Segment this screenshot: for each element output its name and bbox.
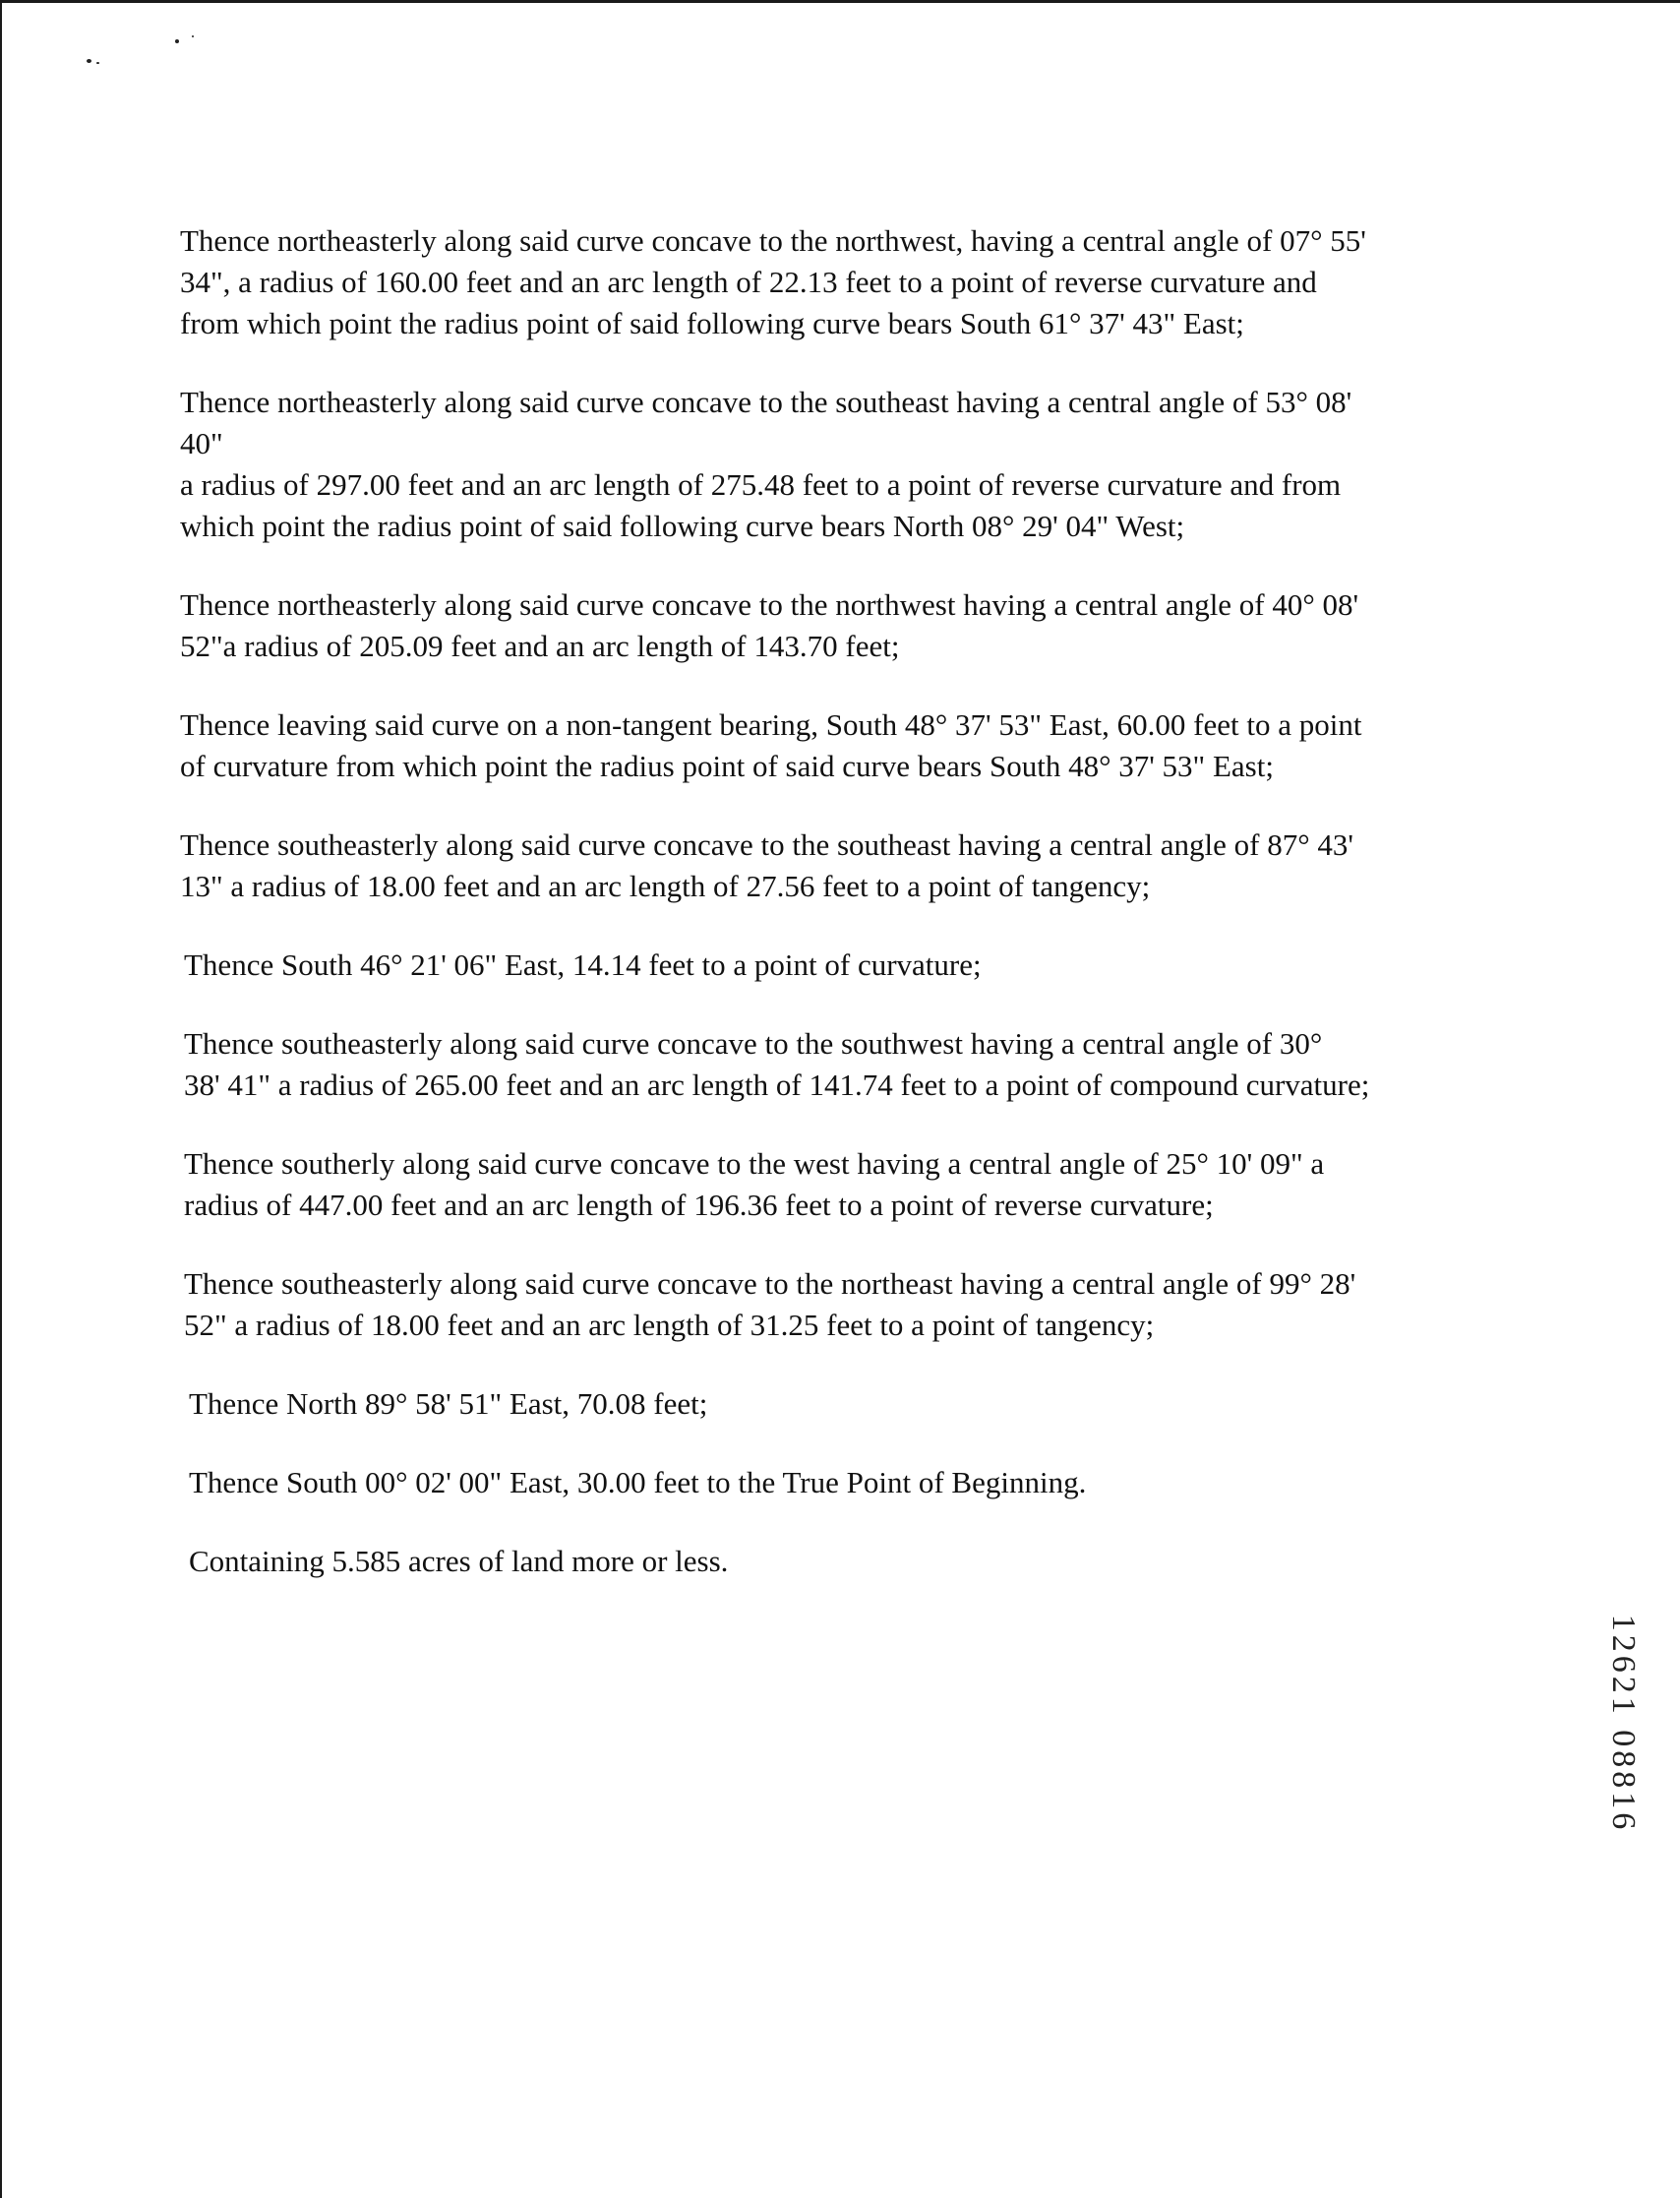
text-line: Thence northeasterly along said curve concave to the northwest having a central angle of 40° 08' xyxy=(180,587,1359,622)
text-line: Thence leaving said curve on a non-tangent bearing, South 48° 37' 53" East, 60.00 feet to a point xyxy=(180,707,1362,742)
paragraph-8 xyxy=(180,1143,1469,1226)
text-line: 40" xyxy=(180,426,223,460)
paragraph-3 xyxy=(180,584,1469,667)
text-line: Thence northeasterly along said curve concave to the southeast having a central angle of 53° 08' xyxy=(180,385,1352,419)
scan-speck xyxy=(87,59,91,63)
text-line: Containing 5.585 acres of land more or less. xyxy=(189,1544,729,1578)
paragraph-6 xyxy=(180,945,1469,986)
text-line: radius of 447.00 feet and an arc length of 196.36 feet to a point of reverse curvature; xyxy=(184,1188,1214,1222)
text-line: from which point the radius point of said following curve bears South 61° 37' 43" East; xyxy=(180,306,1244,340)
legal-description-body xyxy=(180,220,1469,1619)
side-document-number-stamp xyxy=(1593,1586,1652,1862)
paragraph-10 xyxy=(180,1383,1469,1425)
text-line: Thence southerly along said curve concave to the west having a central angle of 25° 10' 09" a xyxy=(184,1146,1325,1181)
paragraph-5 xyxy=(180,824,1469,907)
text-line: Thence southeasterly along said curve concave to the northeast having a central angle of 99° 28' xyxy=(184,1266,1356,1301)
text-line: Thence southeasterly along said curve concave to the southeast having a central angle of 87° 43' xyxy=(180,827,1353,862)
page-top-edge xyxy=(0,0,1680,3)
paragraph-1 xyxy=(180,220,1469,344)
text-line: a radius of 297.00 feet and an arc length of 275.48 feet to a point of reverse curvature and from xyxy=(180,467,1342,502)
paragraph-7 xyxy=(180,1023,1469,1106)
scan-speck xyxy=(96,62,99,64)
page-left-edge xyxy=(0,0,2,2198)
text-line: of curvature from which point the radius point of said curve bears South 48° 37' 53" East; xyxy=(180,749,1274,783)
text-line: Thence northeasterly along said curve concave to the northwest, having a central angle of 07° 55' xyxy=(180,223,1366,258)
paragraph-2 xyxy=(180,382,1469,547)
stamp-text: 12621 08816 xyxy=(1605,1614,1642,1834)
text-line: 52"a radius of 205.09 feet and an arc length of 143.70 feet; xyxy=(180,629,900,663)
paragraph-12 xyxy=(180,1541,1469,1582)
text-line: Thence North 89° 58' 51" East, 70.08 feet; xyxy=(189,1386,708,1421)
text-line: Thence South 00° 02' 00" East, 30.00 feet to the True Point of Beginning. xyxy=(189,1465,1087,1499)
scan-speck xyxy=(192,35,194,37)
scan-speck xyxy=(175,39,179,43)
paragraph-4 xyxy=(180,704,1469,787)
text-line: which point the radius point of said following curve bears North 08° 29' 04" West; xyxy=(180,509,1185,543)
text-line: 13" a radius of 18.00 feet and an arc length of 27.56 feet to a point of tangency; xyxy=(180,869,1151,903)
paragraph-9 xyxy=(180,1263,1469,1346)
text-line: Thence South 46° 21' 06" East, 14.14 feet to a point of curvature; xyxy=(184,947,982,982)
text-line: 38' 41" a radius of 265.00 feet and an arc length of 141.74 feet to a point of compound curvature; xyxy=(184,1068,1370,1102)
paragraph-11 xyxy=(180,1462,1469,1503)
text-line: 34", a radius of 160.00 feet and an arc length of 22.13 feet to a point of reverse curvature and xyxy=(180,265,1317,299)
text-line: Thence southeasterly along said curve concave to the southwest having a central angle of 30° xyxy=(184,1026,1323,1061)
text-line: 52" a radius of 18.00 feet and an arc length of 31.25 feet to a point of tangency; xyxy=(184,1308,1155,1342)
